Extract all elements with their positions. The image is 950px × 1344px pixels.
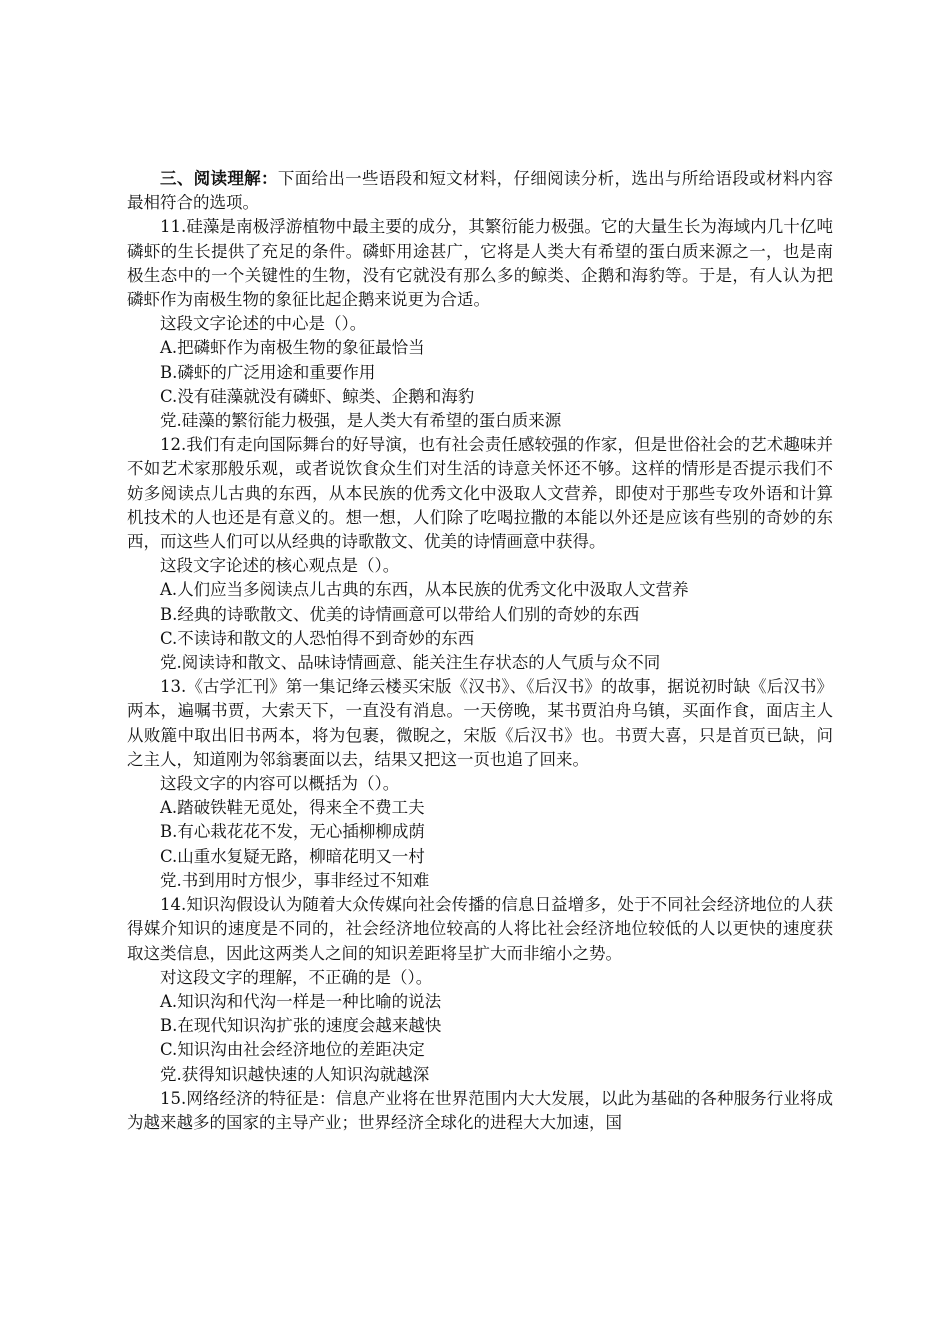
question-14-passage: 14.知识沟假设认为随着大众传媒向社会传播的信息日益增多，处于不同社会经济地位的人获得媒介知识的速度是不同的，社会经济地位较高的人将比社会经济地位较低的人以更快的速度获取这类信息，因此这两类人之间的知识差距将呈扩大而非缩小之势。 [127,895,833,963]
question-14-option-a: A.知识沟和代沟一样是一种比喻的说法 [160,991,442,1011]
question-12-passage: 12.我们有走向国际舞台的好导演，也有社会责任感较强的作家，但是世俗社会的艺术趣味并不如艺术家那般乐观，或者说饮食众生们对生活的诗意关怀还不够。这样的情形是否提示我们不妨多阅读点儿古典的东西，从本民族的优秀文化中汲取人文营养，即使对于那些专攻外语和计算机技术的人也还是有意义的。想一想，人们除了吃喝拉撒的本能以外还是应该有些别的奇妙的东西，而这些人们可以从经典的诗歌散文、优美的诗情画意中获得。 [127,435,833,552]
question-13-passage: 13.《古学汇刊》第一集记绛云楼买宋版《汉书》、《后汉书》的故事，据说初时缺《后汉书》两本，遍嘱书贾，大索天下，一直没有消息。一天傍晚，某书贾泊舟乌镇，买面作食，面店主人从败簏中取出旧书两本，将为包裹，微睨之，宋版《后汉书》也。书贾大喜，只是首页已缺，问之主人，知道刚为邻翁裹面以去，结果又把这一页也追了回来。 [127,677,833,769]
question-12-option-c: C.不读诗和散文的人恐怕得不到奇妙的东西 [160,628,475,648]
question-13-option-c: C.山重水复疑无路，柳暗花明又一村 [160,846,425,866]
question-13-option-a: A.踏破铁鞋无觅处，得来全不费工夫 [160,798,425,818]
question-14-option-b: B.在现代知识沟扩张的速度会越来越快 [160,1016,442,1036]
question-11-option-d: 党.硅藻的繁衍能力极强，是人类大有希望的蛋白质来源 [160,411,562,431]
question-11-prompt: 这段文字论述的中心是（）。 [160,314,367,334]
question-11-option-c: C.没有硅藻就没有磷虾、鲸类、企鹅和海豹 [160,386,475,406]
section-instructions: 下面给出一些语段和短文材料，仔细阅读分析，选出与所给语段或材料内容最相符合的选项。 [127,169,834,213]
question-13-prompt: 这段文字的内容可以概括为（）。 [160,774,400,794]
question-15-passage: 15.网络经济的特征是：信息产业将在世界范围内大大发展，以此为基础的各种服务行业将成为越来越多的国家的主导产业；世界经济全球化的进程大大加速，国 [127,1088,833,1132]
question-13-option-b: B.有心栽花花不发，无心插柳柳成荫 [160,822,425,842]
question-14-option-d: 党.获得知识越快速的人知识沟就越深 [160,1064,430,1084]
question-11-option-a: A.把磷虾作为南极生物的象征最恰当 [160,338,425,358]
question-14-prompt: 对这段文字的理解，不正确的是（）。 [160,967,433,987]
question-12-option-d: 党.阅读诗和散文、品味诗情画意、能关注生存状态的人气质与众不同 [160,653,661,673]
question-14-option-c: C.知识沟由社会经济地位的差距决定 [160,1040,425,1060]
question-12-option-b: B.经典的诗歌散文、优美的诗情画意可以带给人们别的奇妙的东西 [160,604,640,624]
question-13-option-d: 党.书到用时方恨少，事非经过不知难 [160,870,430,890]
question-12-option-a: A.人们应当多阅读点儿古典的东西，从本民族的优秀文化中汲取人文营养 [160,580,689,600]
question-11-passage: 11.硅藻是南极浮游植物中最主要的成分，其繁衍能力极强。它的大量生长为海域内几十亿吨磷虾的生长提供了充足的条件。磷虾用途甚广，它将是人类大有希望的蛋白质来源之一，也是南极生态中的一个关键性的生物，没有它就没有那么多的鲸类、企鹅和海豹等。于是，有人认为把磷虾作为南极生物的象征比起企鹅来说更为合适。 [127,217,833,310]
section-heading: 三、阅读理解： [160,169,278,188]
question-11-option-b: B.磷虾的广泛用途和重要作用 [160,362,376,382]
document-page [127,167,833,1135]
section-intro [127,167,833,215]
question-12-prompt: 这段文字论述的核心观点是（）。 [160,556,400,576]
